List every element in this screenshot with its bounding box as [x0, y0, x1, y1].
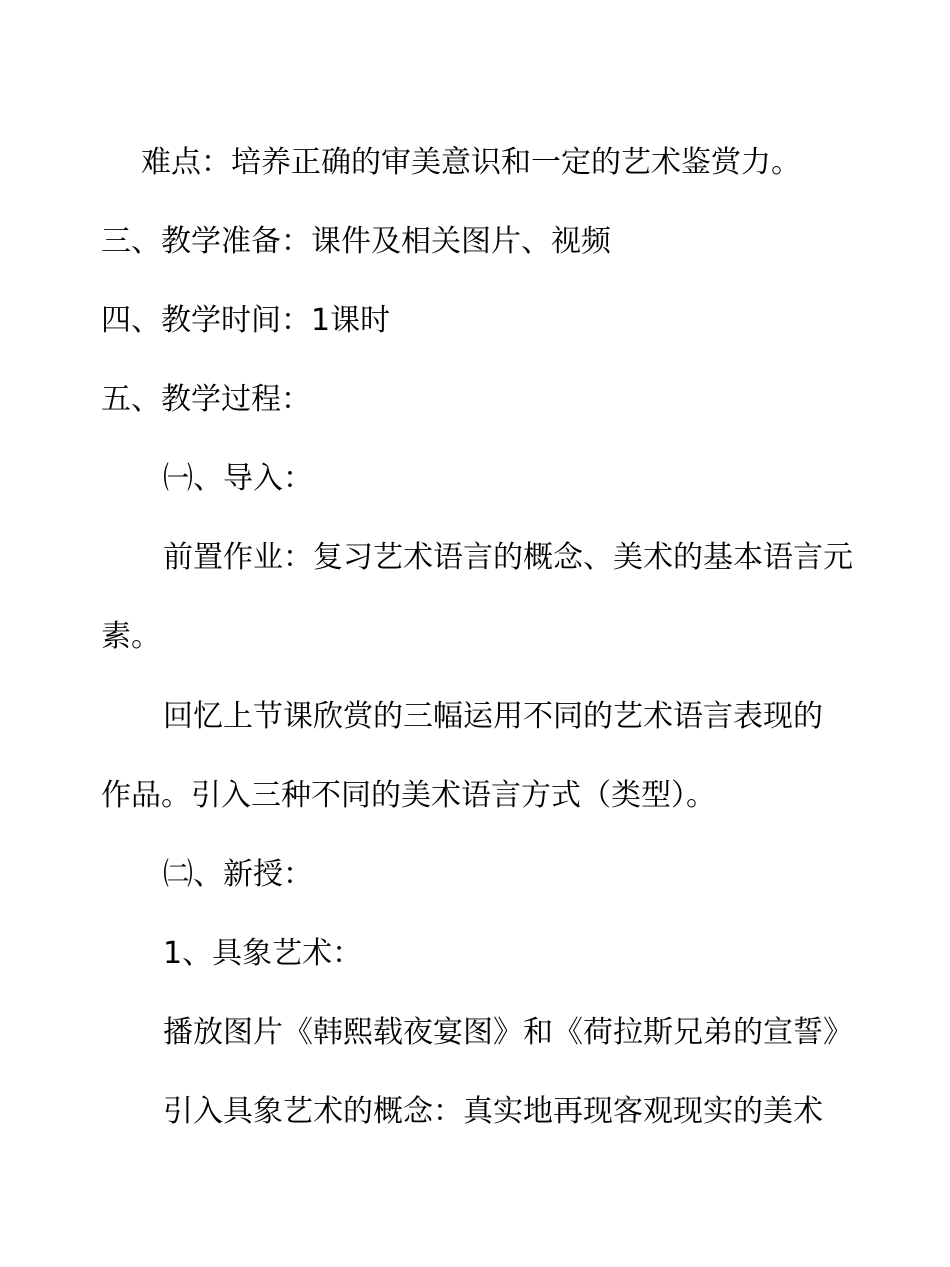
paragraph-line: 播放图片《韩熙载夜宴图》和《荷拉斯兄弟的宣誓》 — [163, 1015, 853, 1050]
section-3-heading: 三、教学准备：课件及相关图片、视频 — [101, 224, 611, 259]
paragraph-line: 作品。引入三种不同的美术语言方式（类型）。 — [101, 778, 716, 813]
difficulty-line: 难点：培养正确的审美意识和一定的艺术鉴赏力。 — [141, 145, 801, 180]
subsection-intro-heading: ㈠、导入： — [163, 461, 313, 496]
section-5-heading: 五、教学过程： — [101, 382, 311, 417]
subsection-new-lesson-heading: ㈡、新授： — [163, 857, 313, 892]
paragraph-line: 引入具象艺术的概念：真实地再现客观现实的美术 — [163, 1094, 823, 1129]
section-4-heading: 四、教学时间：1课时 — [101, 303, 391, 338]
paragraph-line: 素。 — [101, 619, 161, 654]
item-1-heading: 1、具象艺术： — [163, 936, 363, 971]
paragraph-line: 前置作业：复习艺术语言的概念、美术的基本语言元 — [163, 540, 853, 575]
paragraph-line: 回忆上节课欣赏的三幅运用不同的艺术语言表现的 — [163, 699, 823, 734]
